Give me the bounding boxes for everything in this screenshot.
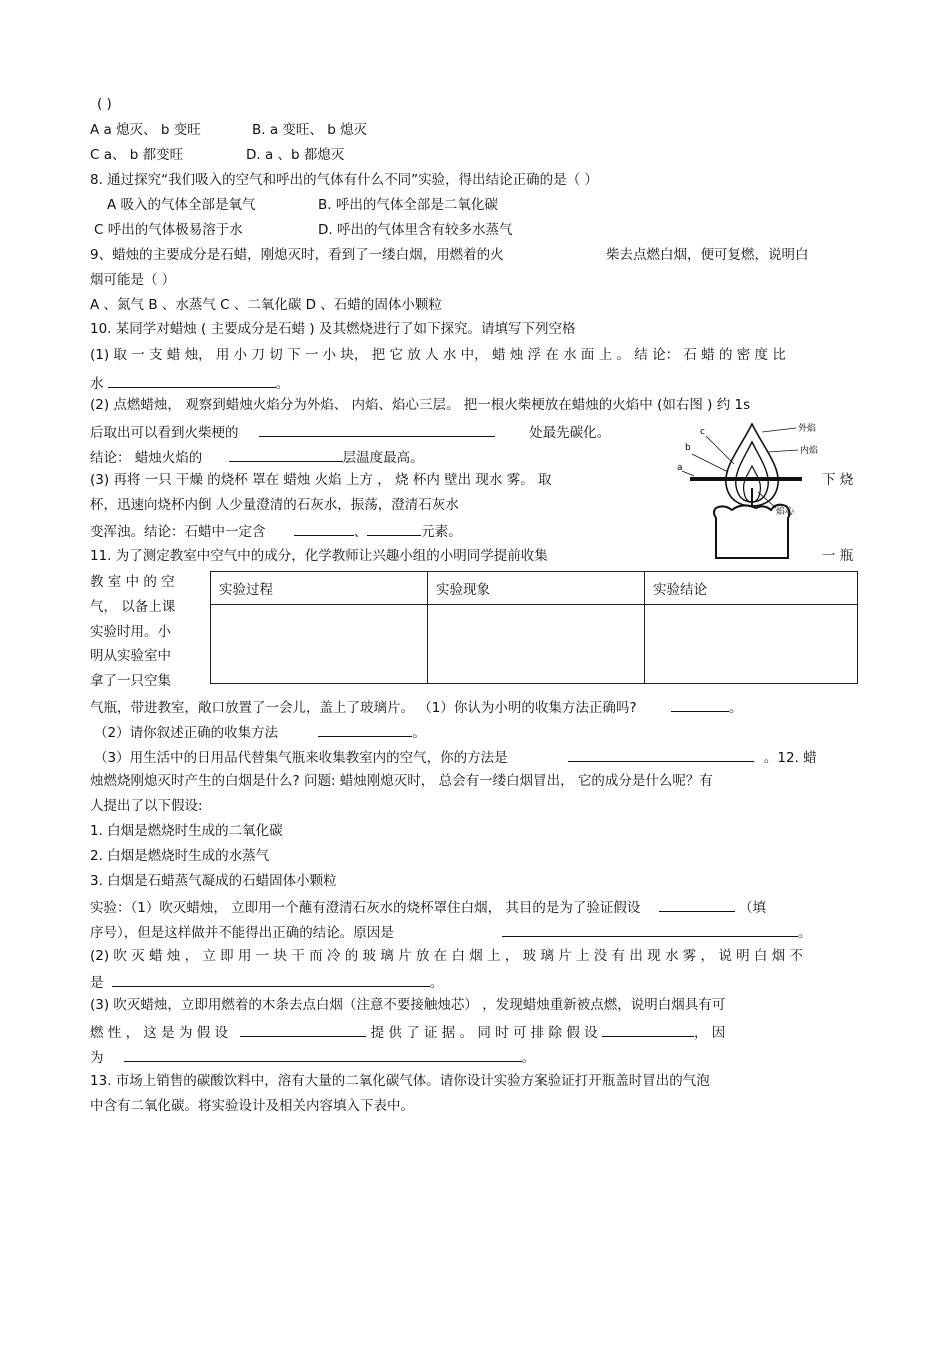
q7-option-a: A a 熄灭、 b 变旺 xyxy=(90,122,201,138)
q12-exp2-blank[interactable] xyxy=(112,972,430,987)
q10-part3-line2: 杯，迅速向烧杯内倒 人少量澄清的石灰水，振荡，澄清石灰水 xyxy=(90,497,459,513)
table-header-process: 实验过程 xyxy=(211,572,428,605)
q9-line1-b: 柴去点燃白烟，便可复燃，说明白 xyxy=(606,247,809,263)
label-point-c: c xyxy=(700,427,705,437)
q10-stem: 10. 某同学对蜡烛 ( 主要成分是石蜡 ) 及其燃烧进行了如下探究。请填写下列空格 xyxy=(90,321,576,337)
q10-part3-line3 xyxy=(90,521,462,541)
q11-sub2: （2）请你叙述正确的收集方法 xyxy=(94,725,279,741)
q12-exp1-reason-end: 。 xyxy=(798,925,812,941)
q10-element-blank-1[interactable] xyxy=(294,521,354,536)
q12-exp2-line1: (2) 吹 灭 蜡 烛 ， 立 即 用 一 块 干 而 冷 的 玻 璃 片 放 在 白 烟 上 ， 玻 璃 片 上 没 有 出 现 水 雾 ， 说 明 白 烟 不 xyxy=(90,948,803,964)
experiment-table xyxy=(210,571,858,684)
q10-flame-layer-blank[interactable] xyxy=(229,447,343,462)
label-point-a: a xyxy=(677,463,683,473)
q11-side-line-5: 拿了一只空集 xyxy=(90,673,171,689)
q8-option-a: A 吸入的气体全部是氧气 xyxy=(107,197,256,213)
q12-support-hypothesis-blank[interactable] xyxy=(240,1022,366,1037)
q12-exp2-prefix: 是 xyxy=(90,975,104,991)
q12-exp3-line2 xyxy=(90,1022,725,1042)
q11-sub2-blank[interactable] xyxy=(318,722,412,737)
table-cell-conclusion[interactable] xyxy=(645,605,858,684)
q11-sub3: （3）用生活中的日用品代替集气瓶来收集教室内的空气，你的方法是 xyxy=(94,750,508,766)
q10-part1-suffix: 。 xyxy=(275,376,290,392)
q11-side-line-4: 明从实验室中 xyxy=(90,648,171,664)
q10-part3-prefix: 变浑浊。结论：石蜡中一定含 xyxy=(90,524,266,540)
q11-sub3-end: 。12. 蜡 xyxy=(763,750,817,766)
q8-option-c: C 呼出的气体极易溶于水 xyxy=(94,222,243,238)
q11-sub1-blank[interactable] xyxy=(671,697,729,712)
q12-exp1-line2 xyxy=(90,922,812,942)
q7-option-b: B. a 变旺、 b 熄灭 xyxy=(252,122,368,138)
q12-exp3-prefix: 燃 性 ， 这 是 为 假 设 xyxy=(90,1025,229,1041)
q10-part2-line2 xyxy=(90,422,610,442)
q10-part3-sep: 、 xyxy=(353,524,368,540)
q12-exp2-line2 xyxy=(90,972,443,992)
q12-hypothesis-2: 2. 白烟是燃烧时生成的水蒸气 xyxy=(90,848,270,864)
q12-because-blank[interactable] xyxy=(124,1047,522,1062)
q12-exp3-line3 xyxy=(90,1047,535,1067)
q12-exp3-middle: 提 供 了 证 据 。 同 时 可 排 除 假 设 xyxy=(370,1025,598,1041)
q11-stem-end: 一 瓶 xyxy=(822,548,854,564)
q10-conclusion-prefix: 结论： 蜡烛火焰的 xyxy=(90,450,203,466)
q12-exp3-because-end: 。 xyxy=(521,1050,536,1066)
q10-conclusion-suffix: 层温度最高。 xyxy=(342,450,424,466)
q10-part1-line1: (1) 取 一 支 蜡 烛， 用 小 刀 切 下 一 小 块， 把 它 放 人 水 中， 蜡 烛 浮 在 水 面 上 。 结 论： 石 蜡 的 密 度 比 xyxy=(90,347,786,363)
q10-part3-suffix: 元素。 xyxy=(421,524,462,540)
q11-sub3-blank[interactable] xyxy=(568,747,754,762)
table-header-phenomenon: 实验现象 xyxy=(428,572,645,605)
q11-sub2-end: 。 xyxy=(412,725,426,741)
q11-sub1-end: 。 xyxy=(728,700,743,716)
q10-part3-line1-b: 下 烧 xyxy=(822,472,854,488)
table-cell-phenomenon[interactable] xyxy=(428,605,645,684)
q7-option-d: D. a 、b 都熄灭 xyxy=(246,147,345,163)
q10-conclusion xyxy=(90,447,424,467)
q12-exp1-end: （填 xyxy=(739,900,767,916)
q10-element-blank-2[interactable] xyxy=(367,521,421,536)
q13-line1: 13. 市场上销售的碳酸饮料中，溶有大量的二氧化碳气体。请你设计实验方案验证打开瓶盖时冒出的气泡 xyxy=(90,1073,710,1089)
q12-reason-blank[interactable] xyxy=(502,922,798,937)
q10-part1-line2 xyxy=(90,373,289,393)
q9-options: A 、氮气 B 、水蒸气 C 、二氧化碳 D 、石蜡的固体小颗粒 xyxy=(90,297,442,313)
q12-line2: 人提出了以下假设: xyxy=(90,798,203,814)
q10-part3-line1-a: (3) 再将 一只 干燥 的烧杯 罩在 蜡烛 火焰 上方 ， 烧 杯内 壁出 现水 雾。 取 xyxy=(90,472,552,488)
q12-exp2-end: 。 xyxy=(429,975,444,991)
q12-line1: 烛燃烧刚熄灭时产生的白烟是什么? 问题: 蜡烛刚熄灭时， 总会有一缕白烟冒出， 它的成分是什么呢？有 xyxy=(90,773,713,789)
q9-line1-a: 9、蜡烛的主要成分是石蜡，刚熄灭时，看到了一缕白烟，用燃着的火 xyxy=(90,247,504,263)
q7-answer-paren: ( ) xyxy=(97,96,112,112)
q11-sub3-line xyxy=(94,747,817,767)
table-header-conclusion: 实验结论 xyxy=(645,572,858,605)
candle-flame-figure xyxy=(676,418,866,566)
q10-part2-prefix: 后取出可以看到火柴梗的 xyxy=(90,425,239,441)
q12-exp1-text: 实验：（1）吹灭蜡烛， 立即用一个蘸有澄清石灰水的烧杯罩住白烟， 其目的是为了验证假设 xyxy=(90,900,641,916)
q9-line2: 烟可能是（ ） xyxy=(90,272,176,288)
q12-exp3-line1: (3) 吹灭蜡烛，立即用燃着的木条去点白烟（注意不要接触烛芯） ，发现蜡烛重新被点燃，说明白烟具有可 xyxy=(90,997,726,1013)
q11-side-line-3: 实验时用。小 xyxy=(90,624,171,640)
q11-side-line-2: 气， 以备上课 xyxy=(90,599,176,615)
q11-sub2-line xyxy=(94,722,426,742)
q12-exp3-end: ， 因 xyxy=(693,1025,726,1041)
q12-exp3-because: 为 xyxy=(90,1050,104,1066)
q8-option-b: B. 呼出的气体全部是二氧化碳 xyxy=(318,197,498,213)
q11-stem: 11. 为了测定教室中空气中的成分，化学教师让兴趣小组的小明同学提前收集 xyxy=(90,548,548,564)
q7-option-c: C a、 b 都变旺 xyxy=(90,147,184,163)
q13-line2: 中含有二氧化碳。将实验设计及相关内容填入下表中。 xyxy=(90,1098,414,1114)
q10-carbonize-blank[interactable] xyxy=(259,422,495,437)
q10-density-blank[interactable] xyxy=(108,373,276,388)
q10-part2-line1: (2) 点燃蜡烛， 观察到蜡烛火焰分为外焰、 内焰、焰心三层。 把一根火柴梗放在蜡烛的火焰中 (如右图 ) 约 1s xyxy=(90,397,751,413)
q12-hypothesis-1: 1. 白烟是燃烧时生成的二氧化碳 xyxy=(90,823,283,839)
label-point-b: b xyxy=(685,443,691,453)
label-inner-flame: 内焰 xyxy=(800,446,819,456)
q12-exp1-reason: 序号），但是这样做并不能得出正确的结论。原因是 xyxy=(90,925,394,941)
q11-side-line-1: 教 室 中 的 空 xyxy=(90,574,175,590)
label-flame-core: 焰心 xyxy=(776,507,795,517)
q10-part1-prefix: 水 xyxy=(90,376,104,392)
q11-line-after xyxy=(90,697,742,717)
q12-hypothesis-number-blank[interactable] xyxy=(659,897,735,912)
q12-exclude-hypothesis-blank[interactable] xyxy=(602,1022,694,1037)
label-outer-flame: 外焰 xyxy=(798,424,817,434)
q12-hypothesis-3: 3. 白烟是石蜡蒸气凝成的石蜡固体小颗粒 xyxy=(90,873,337,889)
q10-part2-suffix: 处最先碳化。 xyxy=(529,425,611,441)
q8-option-d: D. 呼出的气体里含有较多水蒸气 xyxy=(318,222,513,238)
q11-sub1: 气瓶，带进教室，敞口放置了一会儿，盖上了玻璃片。 （1）你认为小明的收集方法正确吗? xyxy=(90,700,637,716)
table-cell-process[interactable] xyxy=(211,605,428,684)
q8-stem: 8. 通过探究“我们吸入的空气和呼出的气体有什么不同”实验，得出结论正确的是（ ） xyxy=(90,172,598,188)
q12-exp1-line1 xyxy=(90,897,766,917)
